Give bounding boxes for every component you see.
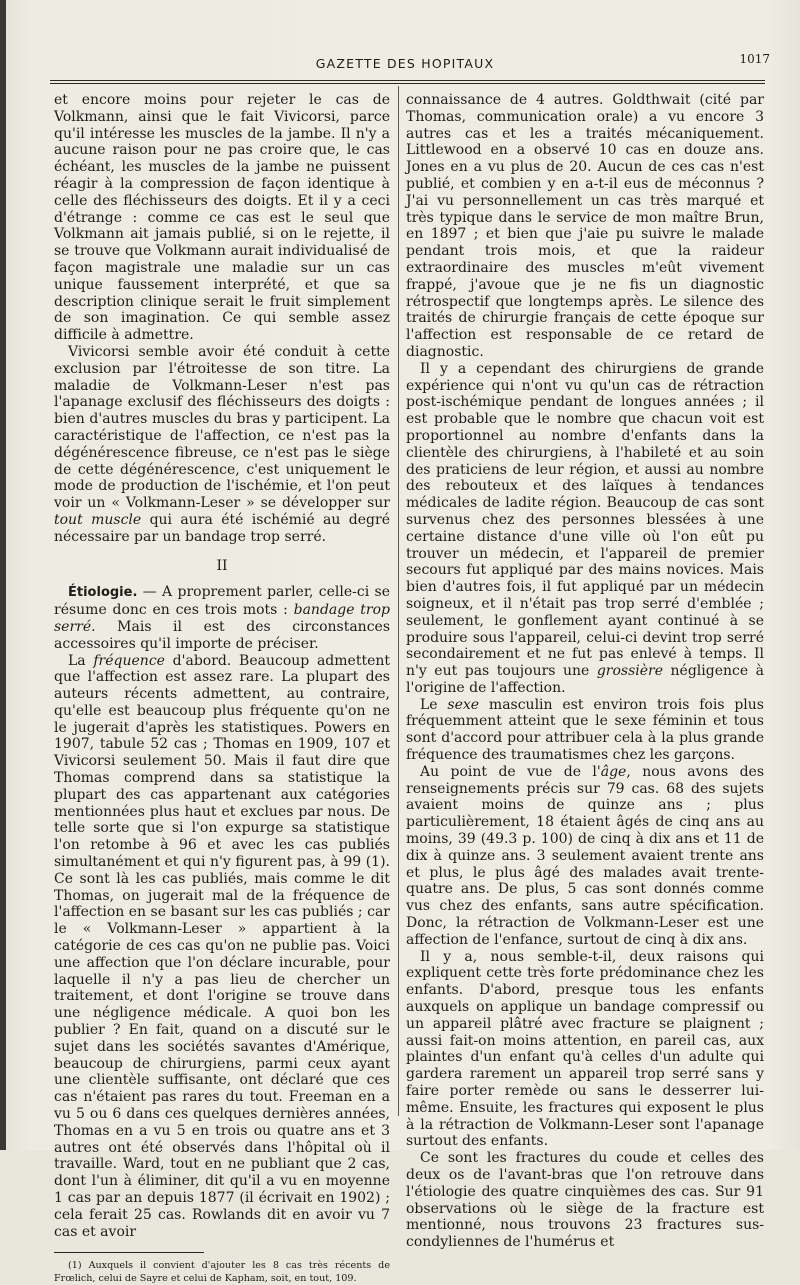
footnote: (1) Auxquels il convient d'ajouter les 8 cas très récents de Frœlich, celui de Sayre et celui de Kapham, soit, en tout, 109. <box>54 1260 390 1285</box>
running-title: GAZETTE DES HOPITAUX <box>315 56 495 71</box>
paragraph: connaissance de 4 autres. Goldthwait (cité par Thomas, communication orale) a vu encore 3 autres cas et les a traités mécaniquement. Littlewood en a observé 10 cas en douze ans. Jones en a vu plus de 20. Aucun de ces cas n'est publié, et combien y en a-t-il eus de méconnus ? J'ai vu personnellement un cas très marqué et très typique dans le service de mon maître Brun, en 1897 ; et bien que j'aie pu suivre le malade pendant trois mois, et que la raideur extraordinaire des muscles m'eût vivement frappé, j'avoue que je ne fis un diagnostic rétrospectif que longtemps après. Le silence des traités de chirurgie français de cette époque sur l'affection est responsable de ce retard de diagnostic. <box>406 92 764 360</box>
right-column <box>406 92 764 1251</box>
page-number: 1017 <box>739 52 770 66</box>
text-run: d'abord. Beaucoup admettent que l'affection est assez rare. La plupart des auteurs récents admettent, au contraire, qu'elle est beaucoup plus fréquente qu'on ne le jugerait d'après les statistiques. Powers en 1907, tabule 52 cas ; Thomas en 1909, 107 et Vivicorsi seulement 50. Mais il faut dire que Thomas comprend dans sa statistique la plupart des cas appartenant aux catégories mentionnées plus haut et exclues par nous. De telle sorte que si l'on expurge sa statistique l'on retombe à 96 et avec les cas publiés simultanément et qui n'y figurent pas, à 99 (1). Ce sont là les cas publiés, mais comme le dit Thomas, on jugerait mal de la fréquence de l'affection en se basant sur les cas publiés ; car le « Volkmann-Leser » appartient à la catégorie de ces cas qu'on ne publie pas. Voici une affection que l'on déclare incurable, pour laquelle il n'y a pas lieu de chercher un traitement, et dont l'origine se trouve dans une négligence médicale. A quoi bon les publier ? En fait, quand on a discuté sur le sujet dans les sociétés savantes d'Amérique, beaucoup de chirurgiens, parmi ceux ayant une clientèle suffisante, ont déclaré que ces cas n'étaient pas rares du tout. Freeman en a vu 5 ou 6 dans ces quelques dernières années, Thomas en a vu 5 en trois ou quatre ans et 3 autres ont été observés dans l'hôpital où il travaille. Ward, tout en ne publiant que 2 cas, dont l'un à éliminer, dit qu'il a vu en moyenne 1 cas par an depuis 1877 (il écrivait en 1902) ; cela ferait 25 cas. Rowlands dit en avoir vu 7 cas et avoir <box>54 652 390 1240</box>
text-run: Vivicorsi semble avoir été conduit à cette exclusion par l'étroitesse de son titre. La maladie de Volkmann-Leser n'est pas l'apanage exclusif des fléchisseurs des doigts : bien d'autres muscles du bras y participent. La caractéristique de l'affection, ce n'est pas la dégénérescence fibreuse, ce n'est pas le siège de cette dégénérescence, c'est uniquement le mode de production de l'ischémie, et l'on peut voir un « Volkmann-Leser » se développer sur <box>54 343 390 512</box>
text-run: , nous avons des renseignements précis sur 79 cas. 68 des sujets avaient moins de quinze ans ; plus particulièrement, 18 étaient âgés de cinq ans au moins, 39 (49.3 p. 100) de cinq à dix ans et 11 de dix à quinze ans. 3 seulement avaient trente ans et plus, le plus âgé des malades avait trente-quatre ans. De plus, 5 cas sont donnés comme vus chez des enfants, sans autre spécification. Donc, la rétraction de Volkmann-Leser est une affection de l'enfance, surtout de cinq à dix ans. <box>406 763 765 948</box>
header-rule <box>50 80 765 81</box>
binding-edge <box>0 0 6 1150</box>
italic-text: sexe <box>447 696 480 713</box>
text-run: qui aura été ischémié au degré nécessaire par un bandage trop serré. <box>54 511 390 545</box>
paragraph: Il y a, nous semble-t-il, deux raisons qui expliquent cette très forte prédominance chez les enfants. D'abord, presque tous les enfants auxquels on applique un bandage compressif ou un appareil plâtré avec fracture se plaignent ; aussi fait-on moins attention, en pareil cas, aux plaintes d'un enfant qu'à celles d'un adulte qui gardera rarement un appareil trop serré sans y faire porter remède ou sans le desserrer lui-même. Ensuite, les fractures qui exposent le plus à la rétraction de Volkmann-Leser sont l'apanage surtout des enfants. <box>406 948 764 1150</box>
paragraph <box>406 361 764 697</box>
text-run: Mais il est des circonstances accessoires qu'il importe de préciser. <box>54 618 390 652</box>
italic-text: tout muscle <box>54 511 142 528</box>
section-number: II <box>216 557 228 574</box>
text-run: masculin est environ trois fois plus fréquemment atteint que le sexe féminin et tous sont d'accord pour attribuer cela à la plus grande fréquence des traumatismes chez les garçons. <box>406 696 764 764</box>
text-run: Le <box>420 696 448 713</box>
page-header <box>40 50 770 76</box>
italic-text: bandage trop serré. <box>54 602 390 635</box>
text-run: Au point de vue de l' <box>420 763 601 780</box>
paragraph <box>54 653 390 1241</box>
header-rule-double <box>50 83 765 84</box>
text-run: négligence à l'origine de l'affection. <box>406 663 764 696</box>
text-run: La <box>68 652 94 669</box>
left-column <box>54 92 390 1285</box>
section-heading: Étiologie. <box>68 585 138 601</box>
text-run: — A proprement parler, celle-ci se résume donc en ces trois mots : <box>54 584 390 619</box>
italic-text: fréquence <box>93 652 165 669</box>
text-run: Il y a cependant des chirurgiens de grande expérience qui n'ont vu qu'un cas de rétraction post-ischémique pendant de longues années ; il est probable que le nombre que chacun voit est proportionnel au nombre d'enfants dans la clientèle des chirurgiens, à l'habileté et au soin des praticiens de leur région, et aussi au nombre des rebouteux et des laïques à tendances médicales de ladite région. Beaucoup de cas sont survenus chez des personnes blessées à une certaine distance d'une ville où l'on eût pu trouver un médecin, et l'appareil de premier secours fut appliqué par des mains novices. Mais bien d'autres fois, il fut appliqué par un médecin soigneux, et il n'était pas trop serré d'emblée ; seulement, le gonflement ayant continué à se produire sous l'appareil, celui-ci devint trop serré secondairement et ne fut pas enlevé à temps. Il n'y eut pas toujours une <box>406 360 764 680</box>
footnote-rule <box>54 1252 204 1253</box>
column-divider <box>398 86 399 1116</box>
italic-text: âge <box>600 763 627 780</box>
paragraph <box>406 697 764 764</box>
paragraph <box>54 584 390 652</box>
paragraph: et encore moins pour rejeter le cas de Volkmann, ainsi que le fait Vivicorsi, parce qu'il intéresse les muscles de la jambe. Il n'y a aucune raison pour ne pas croire que, le cas échéant, les muscles de la jambe ne puissent réagir à la compression de façon identique à celle des fléchisseurs des doigts. Et il y a ceci d'étrange : comme ce cas est le seul que Volkmann ait jamais publié, si on le rejette, il se trouve que Volkmann aurait individualisé de façon magistrale une maladie sur un cas unique faussement interprété, et que sa description clinique serait le fruit simplement de son imagination. Ce qui semble assez difficile à admettre. <box>54 92 390 344</box>
paragraph: Ce sont les fractures du coude et celles des deux os de l'avant-bras que l'on retrouve dans l'étiologie des quatre cinquièmes des cas. Sur 91 observations où le siège de la fracture est mentionné, nous trouvons 23 fractures sus-condyliennes de l'humérus et <box>406 1150 764 1251</box>
paragraph <box>406 764 764 949</box>
italic-text: grossière <box>596 663 664 680</box>
paragraph <box>54 344 390 546</box>
